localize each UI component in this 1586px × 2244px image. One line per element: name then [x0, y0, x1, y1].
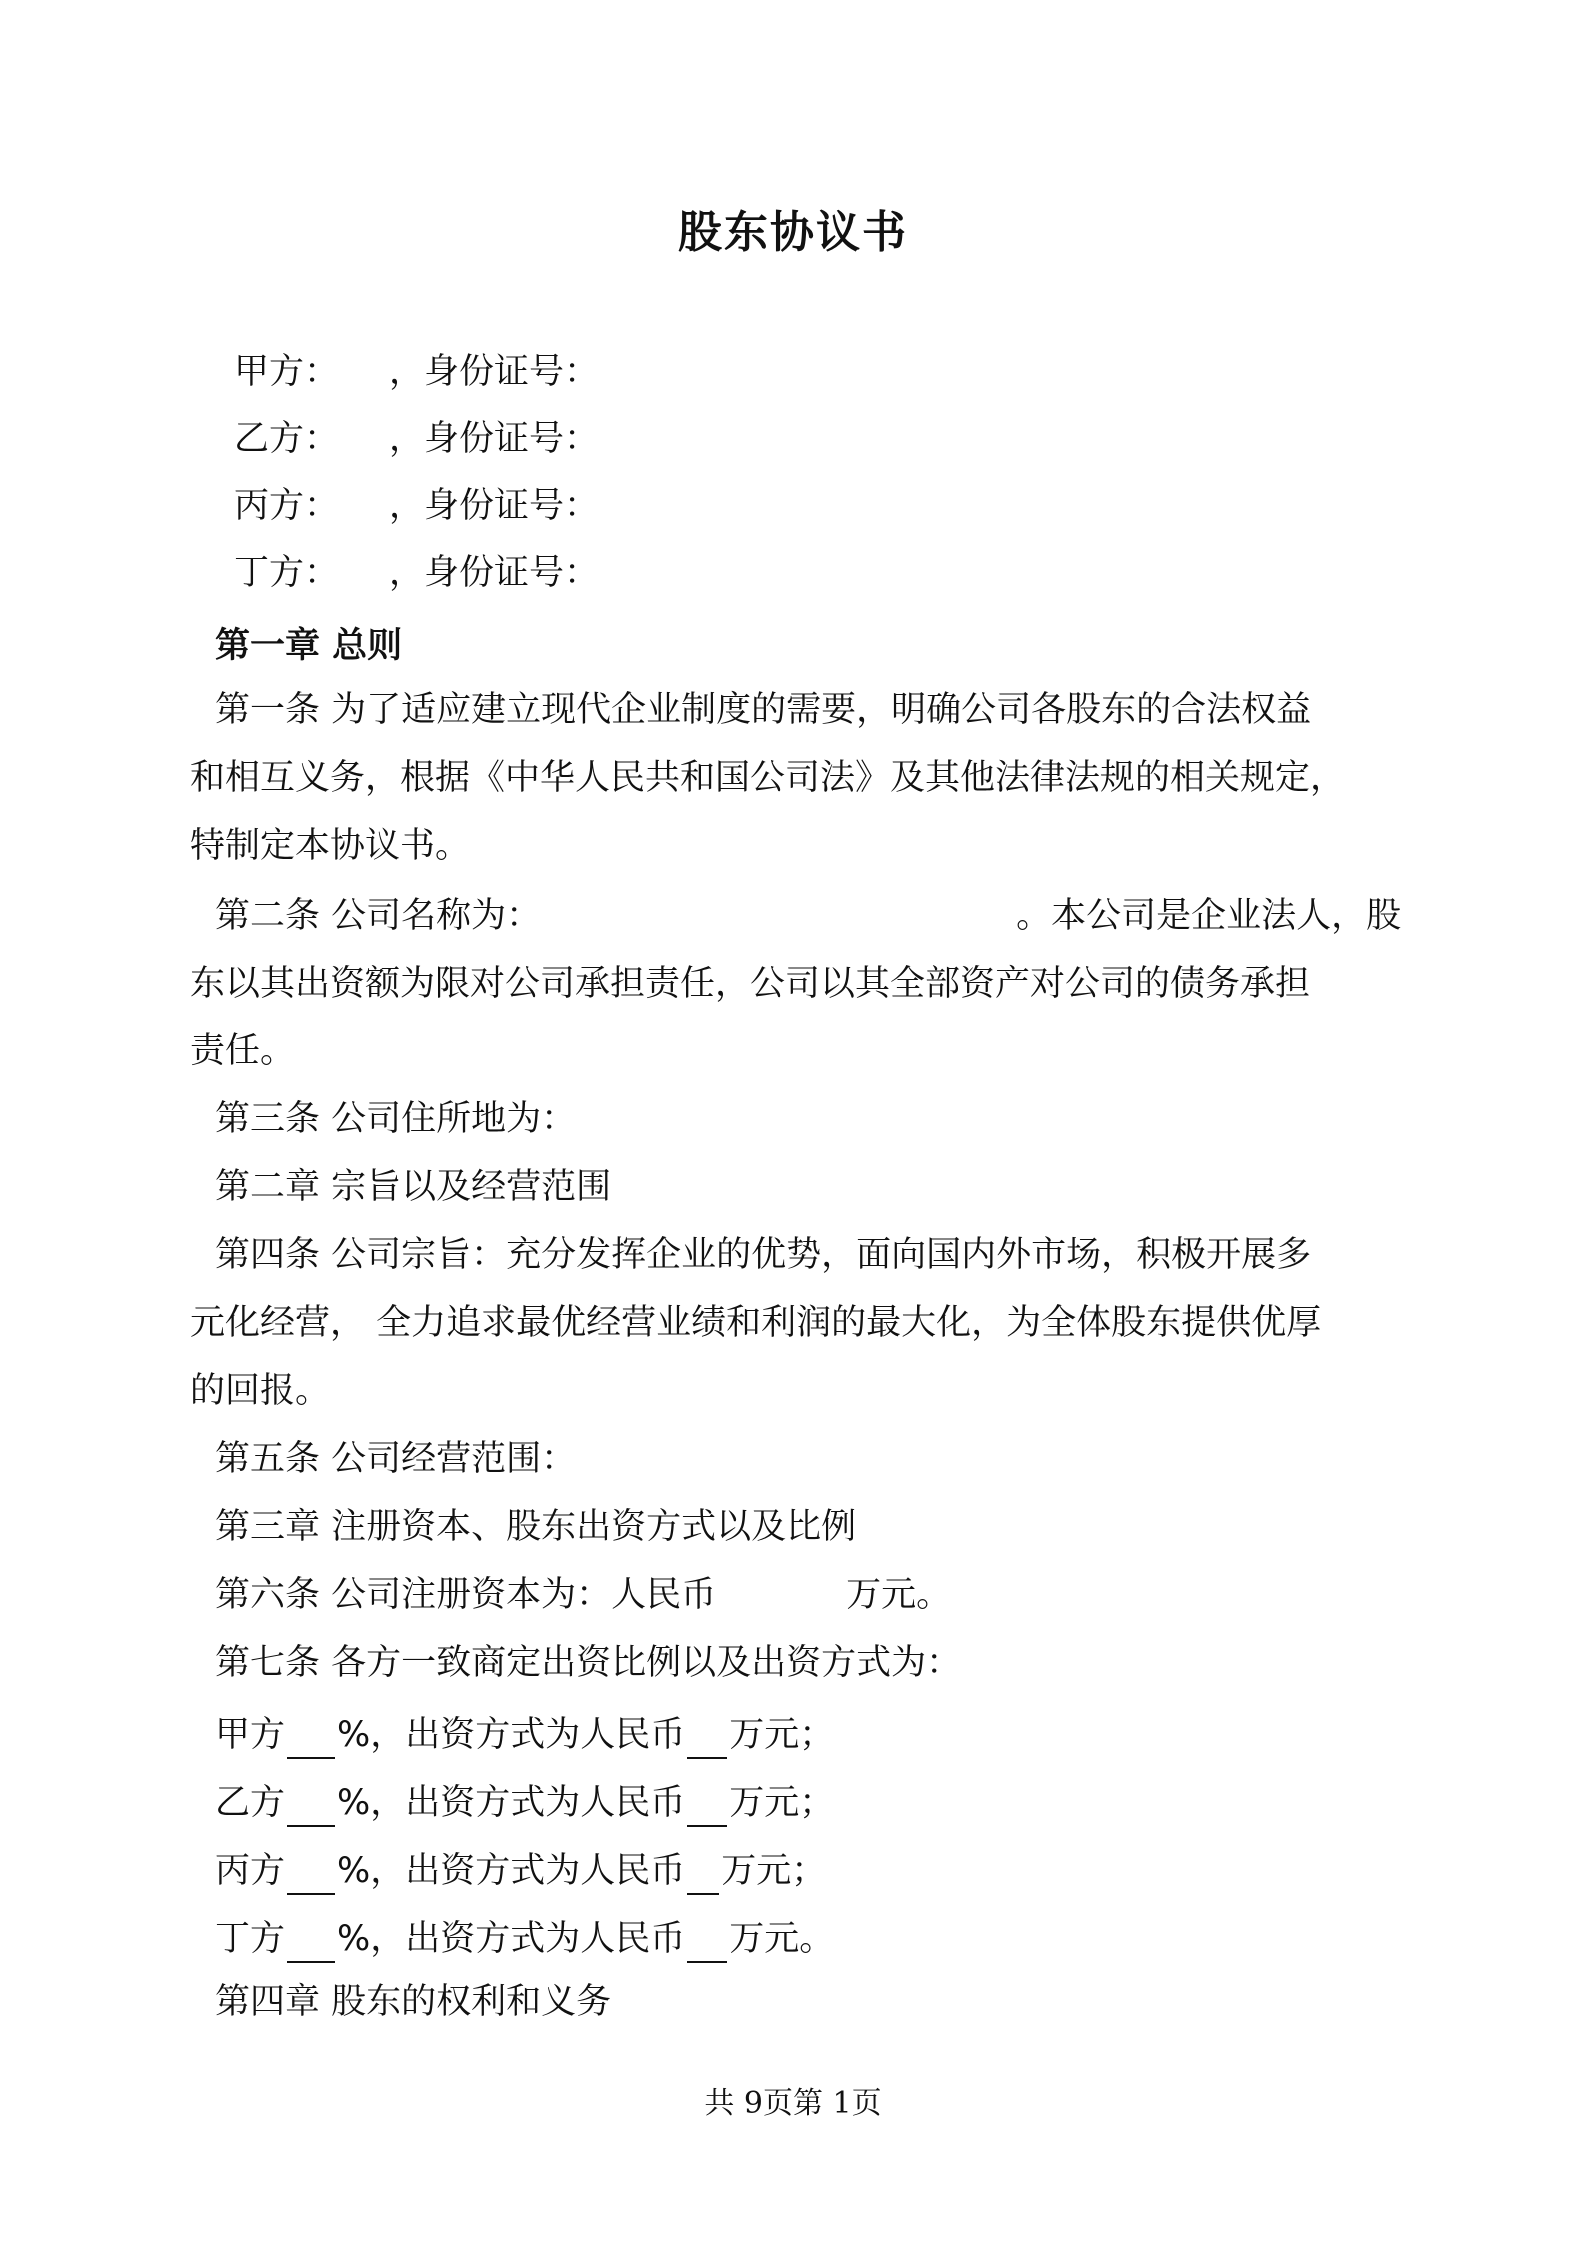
party-line-d: [234, 549, 599, 597]
chapter-heading-3: 第三章 注册资本、股东出资方式以及比例: [215, 1507, 857, 1547]
article-4-line-3: 的回报。: [190, 1371, 331, 1411]
percent-blank: [287, 1717, 335, 1759]
contribution-party: 丁方: [215, 1919, 286, 1959]
article-2-line-1: [215, 892, 1401, 940]
party-line-b: [234, 415, 599, 463]
article-4-line-1: 第四条 公司宗旨：充分发挥企业的优势，面向国内外市场，积极开展多: [215, 1235, 1312, 1275]
contribution-line-c: [215, 1847, 826, 1895]
party-line-c: [234, 482, 599, 530]
article-6-prefix: 第六条 公司注册资本为：人民币: [215, 1575, 717, 1615]
article-1-line-1: 第一条 为了适应建立现代企业制度的需要，明确公司各股东的合法权益: [215, 690, 1312, 730]
article-2-suffix: 。本公司是企业法人，股: [1016, 896, 1402, 936]
party-label: 乙方：: [234, 419, 340, 459]
percent-blank: [287, 1921, 335, 1963]
party-line-a: [234, 348, 599, 396]
amount-blank: [687, 1921, 727, 1963]
contribution-party: 乙方: [215, 1783, 286, 1823]
chapter-heading-4: 第四章 股东的权利和义务: [215, 1982, 612, 2022]
contribution-line-b: [215, 1779, 834, 1827]
article-2-line-3: 责任。: [190, 1031, 296, 1071]
contribution-mid: %，出资方式为人民币: [337, 1851, 686, 1891]
contribution-line-d: [215, 1915, 834, 1963]
amount-blank: [687, 1717, 727, 1759]
id-label: ，身份证号：: [389, 553, 600, 593]
article-5: 第五条 公司经营范围：: [215, 1439, 577, 1479]
chapter-heading-1: 第一章 总则: [215, 626, 403, 666]
article-2-prefix: 第二条 公司名称为：: [215, 896, 542, 936]
amount-blank: [687, 1785, 727, 1827]
contribution-end: 万元；: [729, 1715, 835, 1755]
contribution-line-a: [215, 1711, 834, 1759]
party-label: 甲方：: [234, 352, 340, 392]
article-3: 第三条 公司住所地为：: [215, 1099, 577, 1139]
id-label: ，身份证号：: [389, 419, 600, 459]
contribution-mid: %，出资方式为人民币: [337, 1783, 686, 1823]
contribution-end: 万元；: [729, 1783, 835, 1823]
article-1-line-2: 和相互义务，根据《中华人民共和国公司法》及其他法律法规的相关规定，: [190, 758, 1346, 798]
amount-blank: [687, 1853, 719, 1895]
document-title: 股东协议书: [678, 207, 908, 258]
article-2-line-2: 东以其出资额为限对公司承担责任，公司以其全部资产对公司的债务承担: [190, 964, 1311, 1004]
article-4-line-2: 元化经营， 全力追求最优经营业绩和利润的最大化，为全体股东提供优厚: [190, 1303, 1322, 1343]
percent-blank: [287, 1853, 335, 1895]
percent-blank: [287, 1785, 335, 1827]
contribution-party: 丙方: [215, 1851, 286, 1891]
contribution-mid: %，出资方式为人民币: [337, 1715, 686, 1755]
article-1-line-3: 特制定本协议书。: [190, 826, 471, 866]
id-label: ，身份证号：: [389, 352, 600, 392]
article-6-suffix: 万元。: [846, 1575, 952, 1615]
contribution-mid: %，出资方式为人民币: [337, 1919, 686, 1959]
contribution-end: 万元；: [721, 1851, 827, 1891]
party-label: 丁方：: [234, 553, 340, 593]
chapter-heading-2: 第二章 宗旨以及经营范围: [215, 1167, 612, 1207]
page-footer: 共 9页第 1页: [704, 2086, 882, 2121]
contribution-end: 万元。: [729, 1919, 835, 1959]
id-label: ，身份证号：: [389, 486, 600, 526]
article-7: 第七条 各方一致商定出资比例以及出资方式为：: [215, 1643, 962, 1683]
contribution-party: 甲方: [215, 1715, 286, 1755]
article-6: [215, 1571, 951, 1619]
party-label: 丙方：: [234, 486, 340, 526]
